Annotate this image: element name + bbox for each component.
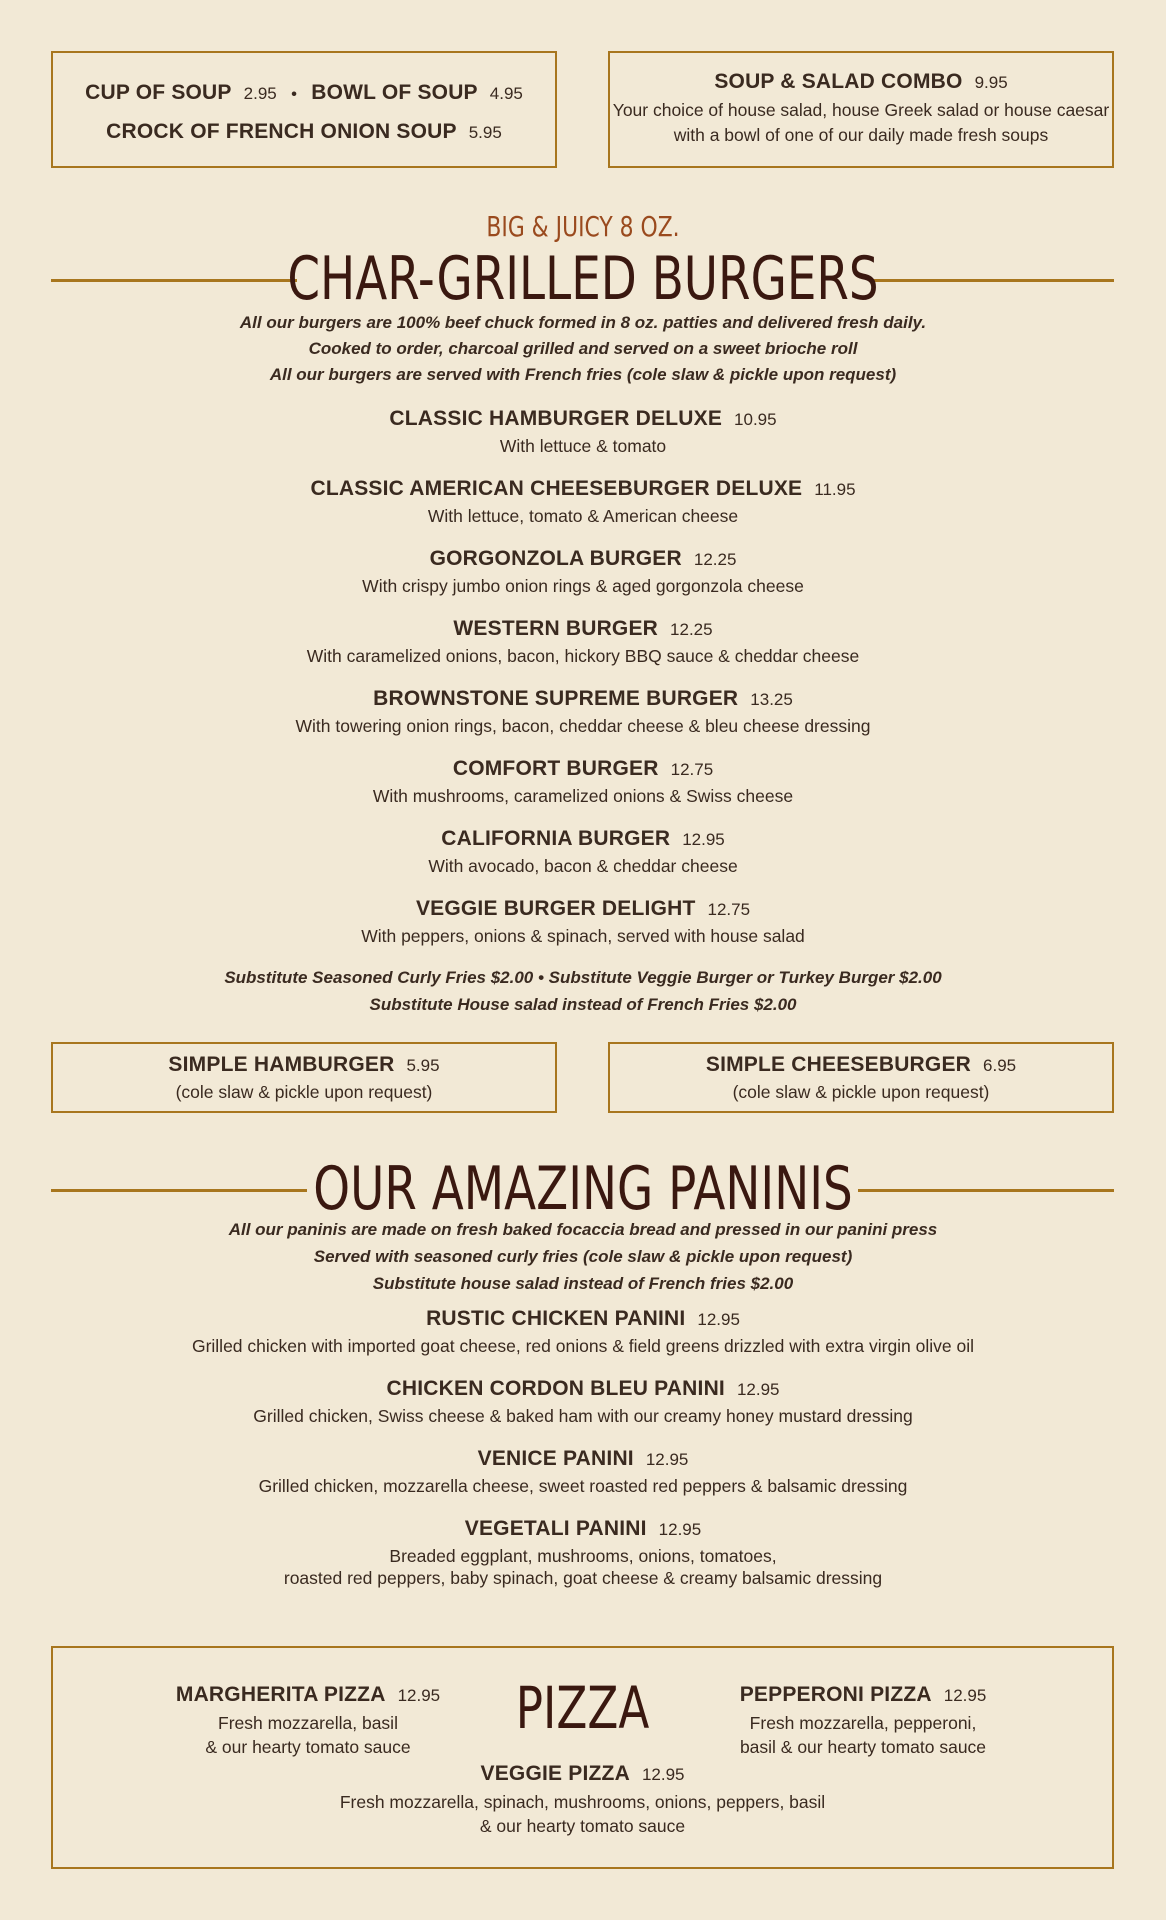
burger-name: VEGGIE BURGER DELIGHT [415, 897, 696, 920]
simple-cheeseburger-name: SIMPLE CHEESEBURGER [705, 1053, 972, 1076]
burger-name: GORGONZOLA BURGER [429, 547, 682, 570]
panini-desc: Grilled chicken with imported goat cheese, red onions & field greens drizzled with extra virgin olive oil [191, 1336, 975, 1356]
substitution-line-2: Substitute House salad instead of French Fries $2.00 [369, 995, 797, 1014]
separator-dot: • [291, 86, 297, 103]
vegetali-panini-name: VEGETALI PANINI [464, 1517, 647, 1540]
burger-name: CLASSIC AMERICAN CHEESEBURGER DELUXE [310, 477, 803, 500]
paninis-title: OUR AMAZING PANINIS [313, 1154, 853, 1224]
margherita-pizza-desc-2: & our hearty tomato sauce [205, 1737, 411, 1757]
burger-price: 12.75 [670, 760, 714, 779]
paninis-note-1: All our paninis are made on fresh baked focaccia bread and pressed in our panini press [228, 1220, 938, 1239]
pepperoni-pizza-name: PEPPERONI PIZZA [739, 1683, 932, 1706]
panini-price: 12.95 [736, 1380, 780, 1399]
panini-item [0, 1305, 1166, 1357]
vegetali-panini-price: 12.95 [658, 1520, 702, 1539]
crock-soup-name: CROCK OF FRENCH ONION SOUP [106, 120, 457, 143]
burger-name: CALIFORNIA BURGER [441, 827, 671, 850]
soup-box [51, 51, 557, 168]
pepperoni-pizza-desc-2: basil & our hearty tomato sauce [739, 1737, 987, 1757]
burger-item [0, 545, 1166, 597]
panini-name: RUSTIC CHICKEN PANINI [426, 1307, 686, 1330]
burger-price: 12.75 [707, 900, 751, 919]
bowl-of-soup-name: BOWL OF SOUP [311, 81, 478, 104]
vegetali-panini-desc-1: Breaded eggplant, mushrooms, onions, tomatoes, [389, 1546, 777, 1566]
cup-of-soup-name: CUP OF SOUP [85, 81, 232, 104]
burger-price: 10.95 [734, 410, 777, 429]
veggie-pizza-name: VEGGIE PIZZA [480, 1762, 630, 1785]
burger-desc: With crispy jumbo onion rings & aged gorgonzola cheese [362, 576, 804, 596]
veggie-pizza-price: 12.95 [641, 1765, 685, 1784]
simple-cheeseburger-box [608, 1042, 1114, 1113]
burger-item [0, 755, 1166, 807]
combo-name: SOUP & SALAD COMBO [714, 70, 963, 93]
veggie-pizza-desc-2: & our hearty tomato sauce [479, 1816, 686, 1836]
burgers-notes [0, 310, 1166, 388]
burgers-substitutions [0, 964, 1166, 1018]
burger-desc: With towering onion rings, bacon, cheddar cheese & bleu cheese dressing [295, 716, 871, 736]
simple-cheeseburger-price: 6.95 [983, 1056, 1017, 1075]
panini-price: 12.95 [697, 1310, 740, 1329]
burgers-note-3: All our burgers are served with French fries (cole slaw & pickle upon request) [269, 365, 897, 384]
veggie-pizza-desc-1: Fresh mozzarella, spinach, mushrooms, onions, peppers, basil [339, 1792, 826, 1812]
burger-name: COMFORT BURGER [452, 757, 659, 780]
burger-item [0, 475, 1166, 527]
pepperoni-pizza-price: 12.95 [943, 1686, 987, 1705]
soup-salad-combo-box [608, 51, 1114, 168]
paninis-notes [0, 1216, 1166, 1297]
substitution-line-1: Substitute Seasoned Curly Fries $2.00 • Substitute Veggie Burger or Turkey Burger $2.00 [224, 968, 942, 987]
simple-hamburger-box [51, 1042, 557, 1113]
soup-row-2 [53, 112, 555, 154]
simple-hamburger-price: 5.95 [406, 1056, 440, 1075]
burger-item [0, 615, 1166, 667]
burger-desc: With caramelized onions, bacon, hickory BBQ sauce & cheddar cheese [306, 646, 860, 666]
veggie-pizza [53, 1760, 1112, 1838]
simple-hamburger-name: SIMPLE HAMBURGER [168, 1053, 395, 1076]
burger-name: WESTERN BURGER [453, 617, 659, 640]
burger-price: 12.25 [670, 620, 713, 639]
combo-desc-1: Your choice of house salad, house Greek salad or house caesar [612, 100, 1110, 120]
margherita-pizza-desc-1: Fresh mozzarella, basil [218, 1713, 398, 1733]
simple-cheeseburger-note: (cole slaw & pickle upon request) [732, 1082, 990, 1102]
panini-item [0, 1445, 1166, 1497]
panini-item [0, 1375, 1166, 1427]
burgers-note-1: All our burgers are 100% beef chuck formed in 8 oz. patties and delivered fresh daily. [239, 313, 927, 332]
bowl-of-soup-price: 4.95 [489, 84, 523, 103]
paninis-note-3: Substitute house salad instead of French fries $2.00 [372, 1274, 794, 1293]
burger-item [0, 685, 1166, 737]
burger-desc: With lettuce & tomato [499, 436, 667, 456]
panini-name: VENICE PANINI [477, 1447, 634, 1470]
panini-desc: Grilled chicken, Swiss cheese & baked ham with our creamy honey mustard dressing [253, 1406, 913, 1426]
burger-name: BROWNSTONE SUPREME BURGER [373, 687, 739, 710]
pepperoni-pizza [698, 1681, 1028, 1759]
burger-price: 12.25 [693, 550, 737, 569]
burger-price: 11.95 [814, 480, 856, 499]
soup-row-1 [53, 76, 555, 112]
burger-desc: With mushrooms, caramelized onions & Swiss cheese [372, 786, 794, 806]
burgers-list [0, 405, 1166, 965]
cup-of-soup-price: 2.95 [243, 84, 277, 103]
burger-item [0, 895, 1166, 947]
burger-desc: With lettuce, tomato & American cheese [427, 506, 739, 526]
panini-item [0, 1515, 1166, 1589]
burger-price: 13.25 [750, 690, 793, 709]
margherita-pizza [143, 1681, 473, 1759]
margherita-pizza-price: 12.95 [397, 1686, 441, 1705]
burger-item [0, 825, 1166, 877]
margherita-pizza-name: MARGHERITA PIZZA [175, 1683, 386, 1706]
vegetali-panini-desc-2: roasted red peppers, baby spinach, goat cheese & creamy balsamic dressing [283, 1568, 883, 1588]
crock-soup-price: 5.95 [468, 123, 502, 142]
burger-name: CLASSIC HAMBURGER DELUXE [389, 407, 723, 430]
combo-price: 9.95 [974, 73, 1008, 92]
paninis-note-2: Served with seasoned curly fries (cole slaw & pickle upon request) [313, 1247, 853, 1266]
panini-desc: Grilled chicken, mozzarella cheese, sweet roasted red peppers & balsamic dressing [258, 1476, 908, 1496]
paninis-list [0, 1305, 1166, 1607]
burger-desc: With peppers, onions & spinach, served with house salad [361, 926, 805, 946]
panini-name: CHICKEN CORDON BLEU PANINI [386, 1377, 725, 1400]
simple-hamburger-note: (cole slaw & pickle upon request) [175, 1082, 433, 1102]
burger-price: 12.95 [682, 830, 725, 849]
burger-item [0, 405, 1166, 457]
burgers-note-2: Cooked to order, charcoal grilled and served on a sweet brioche roll [308, 339, 858, 358]
pepperoni-pizza-desc-1: Fresh mozzarella, pepperoni, [749, 1713, 977, 1733]
burgers-kicker: BIG & JUICY 8 OZ. [486, 210, 680, 243]
burger-desc: With avocado, bacon & cheddar cheese [428, 856, 738, 876]
burgers-title: CHAR-GRILLED BURGERS [287, 244, 879, 314]
panini-price: 12.95 [645, 1450, 689, 1469]
combo-desc-2: with a bowl of one of our daily made fresh soups [673, 125, 1049, 145]
pizza-box [51, 1646, 1114, 1869]
pizza-title: PIZZA [515, 1674, 650, 1742]
